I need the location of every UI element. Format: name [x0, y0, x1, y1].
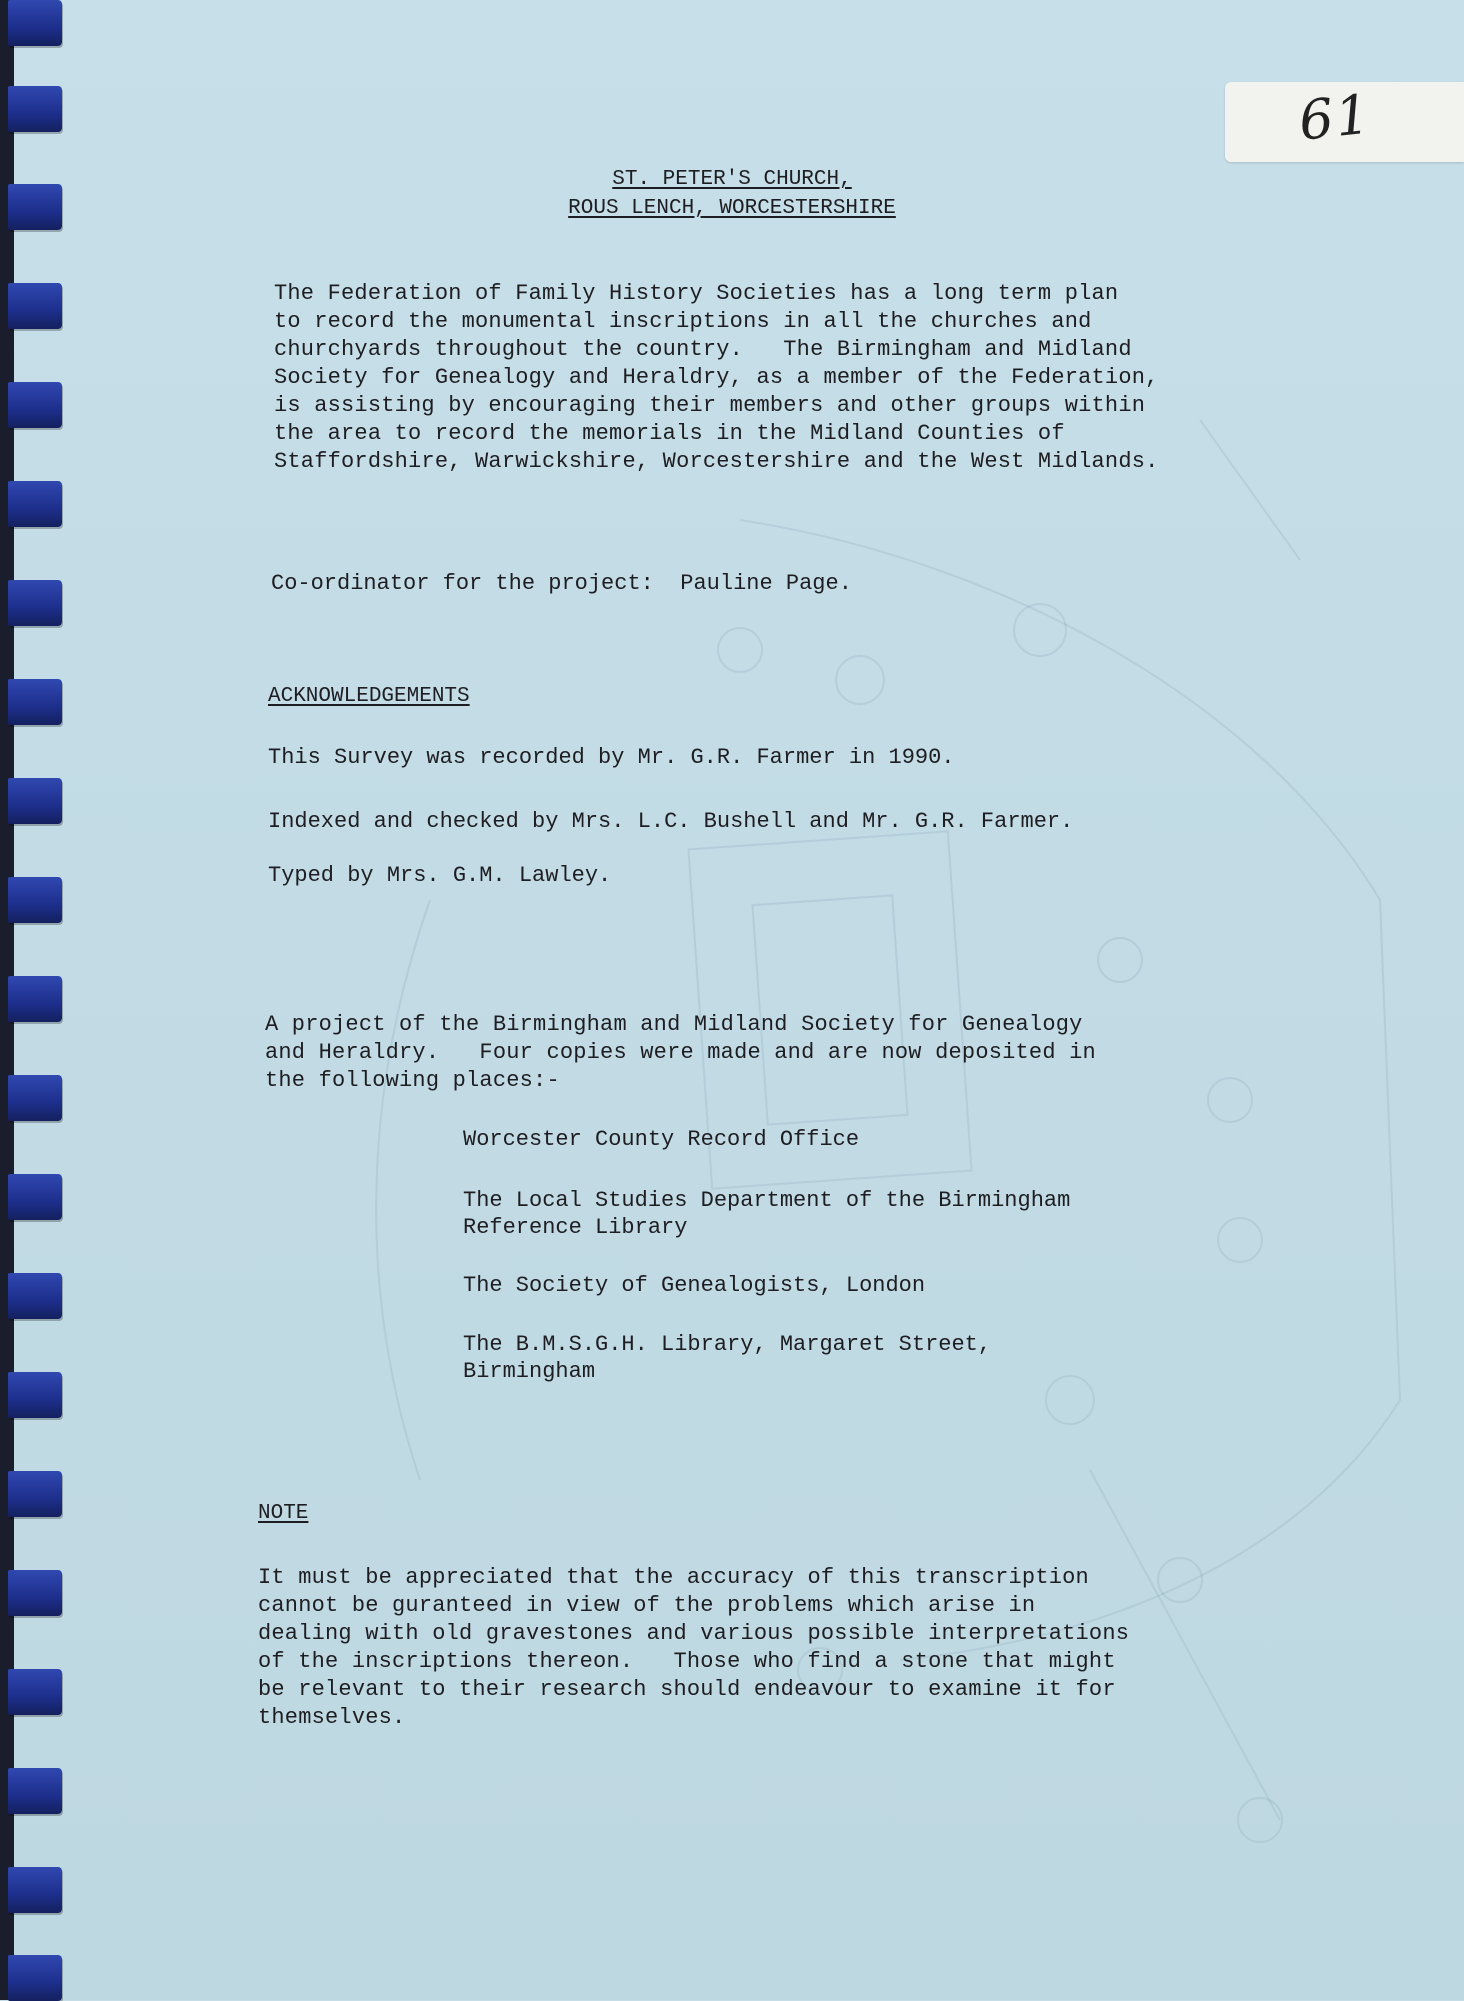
binding-ring	[8, 86, 62, 132]
title-line-2: ROUS LENCH, WORCESTERSHIRE	[568, 197, 896, 220]
document-title	[0, 166, 1464, 194]
acknowledgements-heading: ACKNOWLEDGEMENTS	[268, 685, 470, 708]
depository-item: Worcester County Record Office	[463, 1127, 860, 1152]
indexed-by-line: Indexed and checked by Mrs. L.C. Bushell and Mr. G.R. Farmer.	[268, 809, 1074, 834]
binding-ring	[8, 1075, 62, 1121]
binding-ring	[8, 1570, 62, 1616]
spiral-binding	[0, 0, 64, 2000]
binding-ring	[8, 1867, 62, 1913]
binding-ring	[8, 382, 62, 428]
binding-ring	[8, 1768, 62, 1814]
binding-ring	[8, 580, 62, 626]
page-number: 61	[1295, 82, 1375, 153]
binding-ring	[8, 1174, 62, 1220]
binding-ring	[8, 283, 62, 329]
binding-ring	[8, 0, 62, 46]
binding-ring	[8, 679, 62, 725]
depository-item: The Society of Genealogists, London	[463, 1273, 926, 1298]
document-subtitle	[0, 195, 1464, 223]
binding-ring	[8, 1471, 62, 1517]
binding-ring	[8, 1669, 62, 1715]
typed-by-line: Typed by Mrs. G.M. Lawley.	[268, 863, 612, 888]
depository-item: The B.M.S.G.H. Library, Margaret Street, Birmingham	[463, 1332, 992, 1384]
binding-ring	[8, 976, 62, 1022]
project-paragraph: A project of the Birmingham and Midland Society for Genealogy and Heraldry. Four copies were made and are now deposited in the following places:-	[265, 1012, 1096, 1093]
binding-ring	[8, 1372, 62, 1418]
binding-ring	[8, 481, 62, 527]
binding-ring	[8, 877, 62, 923]
intro-paragraph: The Federation of Family History Societies has a long term plan to record the monumental inscriptions in all the churches and churchyards throughout the country. The Birmingham and Midland Society for Genealogy and Heraldry, as a member of the Federation, is assisting by encouraging their members and other groups within the area to record the memorials in the Midland Counties of Staffordshire, Warwickshire, Worcestershire and the West Midlands.	[274, 281, 1159, 474]
note-heading: NOTE	[258, 1502, 309, 1525]
page-number-tab	[1225, 82, 1464, 162]
binding-ring	[8, 1955, 62, 2001]
coordinator-line: Co-ordinator for the project: Pauline Page.	[271, 571, 852, 596]
note-paragraph: It must be appreciated that the accuracy of this transcription cannot be guranteed in view of the problems which arise in dealing with old gravestones and various possible interpretations of the inscriptions thereon. Those who find a stone that might be relevant to their research should endeavour to examine it for themselves.	[258, 1565, 1130, 1730]
binding-ring	[8, 1273, 62, 1319]
title-line-1: ST. PETER'S CHURCH,	[612, 168, 852, 191]
binding-ring	[8, 778, 62, 824]
depository-item: The Local Studies Department of the Birmingham Reference Library	[463, 1188, 1071, 1240]
recorded-by-line: This Survey was recorded by Mr. G.R. Farmer in 1990.	[268, 745, 955, 770]
